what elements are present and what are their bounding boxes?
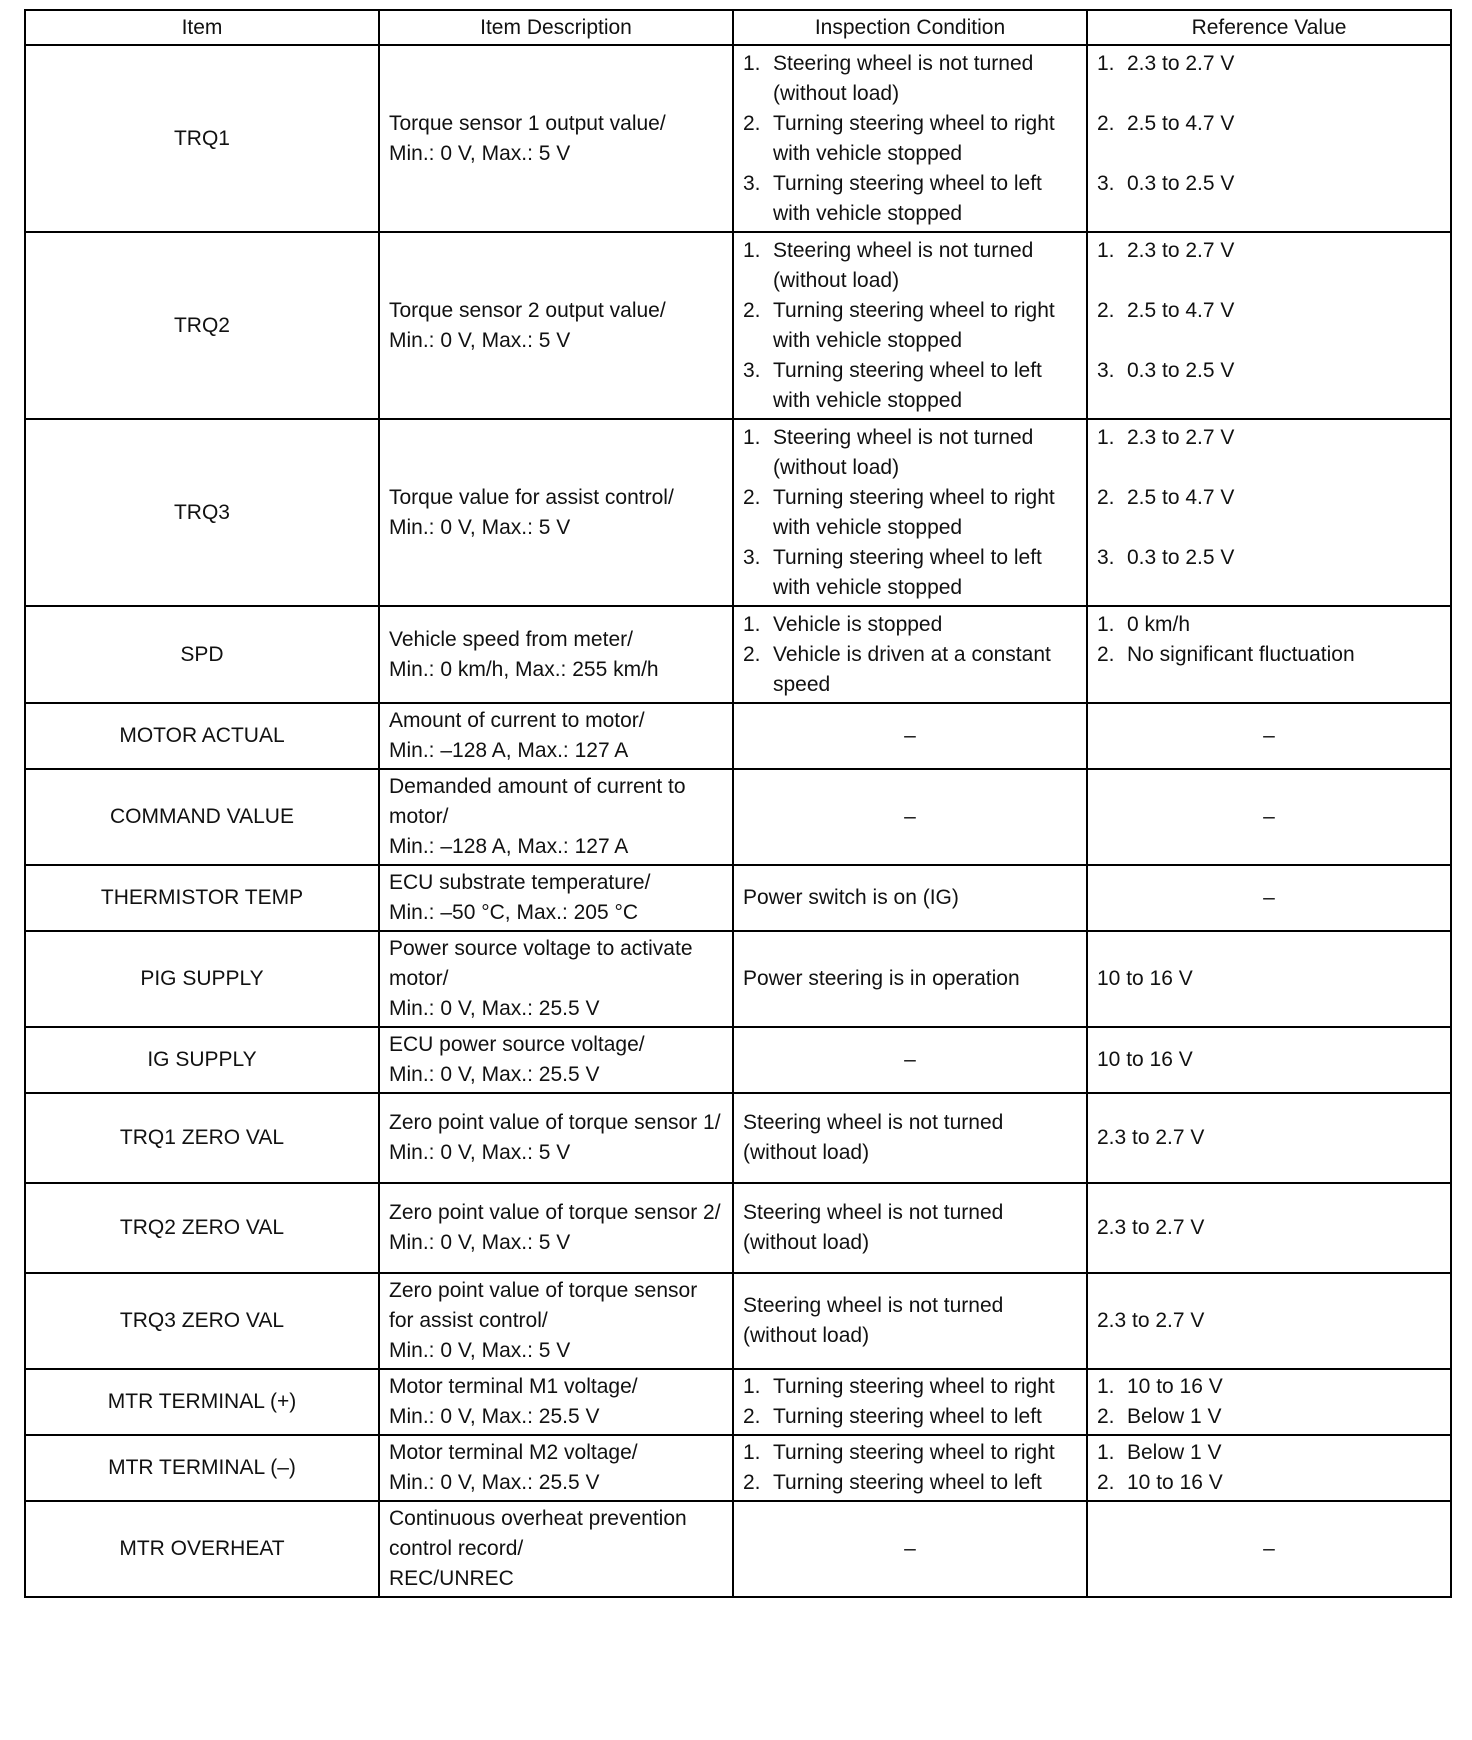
value-item: 2. Below 1 V — [1097, 1405, 1222, 1428]
table-row — [25, 703, 1451, 769]
value-item: 1. 0 km/h — [1097, 613, 1191, 636]
table-row — [25, 1435, 1451, 1501]
condition-cell: Steering wheel is not turned (without load) — [733, 1273, 1087, 1369]
description-cell: Amount of current to motor/ Min.: –128 A, Max.: 127 A — [379, 703, 733, 769]
condition-item: 1. Steering wheel is not turned (without load) — [743, 52, 1034, 105]
table-row — [25, 1093, 1451, 1183]
item-cell: MOTOR ACTUAL — [25, 703, 379, 769]
header-item-description: Item Description — [379, 10, 733, 45]
table-row — [25, 865, 1451, 931]
condition-cell: Steering wheel is not turned (without load) — [733, 1183, 1087, 1273]
value-cell: 2.3 to 2.7 V — [1087, 1273, 1451, 1369]
item-cell: TRQ1 — [25, 45, 379, 232]
value-cell: 2.3 to 2.7 V — [1087, 1183, 1451, 1273]
value-cell: 10 to 16 V — [1087, 1027, 1451, 1093]
item-cell: IG SUPPLY — [25, 1027, 379, 1093]
value-item: 1. 2.3 to 2.7 V — [1097, 239, 1235, 262]
condition-cell: – — [733, 1501, 1087, 1597]
description-cell: Continuous overheat prevention control record/ REC/UNREC — [379, 1501, 733, 1597]
value-item: 3. 0.3 to 2.5 V — [1097, 546, 1235, 569]
table-row — [25, 45, 1451, 232]
item-cell: MTR TERMINAL (+) — [25, 1369, 379, 1435]
condition-item: 1. Turning steering wheel to right — [743, 1441, 1055, 1464]
table-row — [25, 1183, 1451, 1273]
condition-cell — [733, 232, 1087, 419]
item-cell: THERMISTOR TEMP — [25, 865, 379, 931]
description-cell: Torque sensor 1 output value/ Min.: 0 V, Max.: 5 V — [379, 45, 733, 232]
description-cell: Demanded amount of current to motor/ Min.: –128 A, Max.: 127 A — [379, 769, 733, 865]
condition-cell — [733, 1369, 1087, 1435]
value-cell — [1087, 232, 1451, 419]
condition-item: 2. Turning steering wheel to right with vehicle stopped — [743, 112, 1055, 165]
condition-cell: Steering wheel is not turned (without load) — [733, 1093, 1087, 1183]
value-item: 3. 0.3 to 2.5 V — [1097, 172, 1235, 195]
condition-cell: Power steering is in operation — [733, 931, 1087, 1027]
description-cell: Zero point value of torque sensor 1/ Min.: 0 V, Max.: 5 V — [379, 1093, 733, 1183]
condition-cell — [733, 419, 1087, 606]
header-reference-value: Reference Value — [1087, 10, 1451, 45]
condition-cell — [733, 606, 1087, 703]
description-cell: Zero point value of torque sensor 2/ Min.: 0 V, Max.: 5 V — [379, 1183, 733, 1273]
description-cell: Torque value for assist control/ Min.: 0 V, Max.: 5 V — [379, 419, 733, 606]
header-item: Item — [25, 10, 379, 45]
data-list-table — [24, 9, 1452, 1598]
value-cell — [1087, 45, 1451, 232]
table-row — [25, 931, 1451, 1027]
data-list-page — [24, 9, 1450, 1598]
condition-item: 3. Turning steering wheel to left with vehicle stopped — [743, 359, 1042, 412]
condition-item: 1. Steering wheel is not turned (without load) — [743, 426, 1034, 479]
item-cell: TRQ3 — [25, 419, 379, 606]
header-row — [25, 10, 1451, 45]
table-row — [25, 419, 1451, 606]
table-row — [25, 232, 1451, 419]
item-cell: TRQ3 ZERO VAL — [25, 1273, 379, 1369]
condition-cell: Power switch is on (IG) — [733, 865, 1087, 931]
description-cell: ECU substrate temperature/ Min.: –50 °C, Max.: 205 °C — [379, 865, 733, 931]
table-row — [25, 1027, 1451, 1093]
value-cell: 2.3 to 2.7 V — [1087, 1093, 1451, 1183]
value-item: 1. 2.3 to 2.7 V — [1097, 52, 1235, 75]
condition-item: 2. Vehicle is driven at a constant speed — [743, 643, 1051, 696]
item-cell: MTR OVERHEAT — [25, 1501, 379, 1597]
value-item: 1. Below 1 V — [1097, 1441, 1222, 1464]
condition-item: 1. Turning steering wheel to right — [743, 1375, 1055, 1398]
item-cell: TRQ2 ZERO VAL — [25, 1183, 379, 1273]
value-cell — [1087, 606, 1451, 703]
description-cell: ECU power source voltage/ Min.: 0 V, Max.: 25.5 V — [379, 1027, 733, 1093]
condition-item: 3. Turning steering wheel to left with vehicle stopped — [743, 546, 1042, 599]
condition-item: 3. Turning steering wheel to left with vehicle stopped — [743, 172, 1042, 225]
condition-item: 2. Turning steering wheel to left — [743, 1471, 1042, 1494]
item-cell: TRQ1 ZERO VAL — [25, 1093, 379, 1183]
table-row — [25, 1501, 1451, 1597]
value-item: 2. No significant fluctuation — [1097, 643, 1355, 666]
value-cell: 10 to 16 V — [1087, 931, 1451, 1027]
table-row — [25, 606, 1451, 703]
condition-cell: – — [733, 769, 1087, 865]
description-cell: Power source voltage to activate motor/ Min.: 0 V, Max.: 25.5 V — [379, 931, 733, 1027]
condition-cell — [733, 1435, 1087, 1501]
value-item: 2. 10 to 16 V — [1097, 1471, 1223, 1494]
table-row — [25, 769, 1451, 865]
condition-cell: – — [733, 703, 1087, 769]
value-item: 2. 2.5 to 4.7 V — [1097, 486, 1235, 509]
header-inspection-condition: Inspection Condition — [733, 10, 1087, 45]
description-cell: Torque sensor 2 output value/ Min.: 0 V, Max.: 5 V — [379, 232, 733, 419]
condition-item: 2. Turning steering wheel to left — [743, 1405, 1042, 1428]
value-item: 3. 0.3 to 2.5 V — [1097, 359, 1235, 382]
item-cell: PIG SUPPLY — [25, 931, 379, 1027]
value-item: 2. 2.5 to 4.7 V — [1097, 112, 1235, 135]
item-cell: COMMAND VALUE — [25, 769, 379, 865]
item-cell: MTR TERMINAL (–) — [25, 1435, 379, 1501]
condition-cell: – — [733, 1027, 1087, 1093]
condition-item: 2. Turning steering wheel to right with vehicle stopped — [743, 299, 1055, 352]
description-cell: Vehicle speed from meter/ Min.: 0 km/h, Max.: 255 km/h — [379, 606, 733, 703]
value-cell: – — [1087, 1501, 1451, 1597]
value-item: 1. 10 to 16 V — [1097, 1375, 1223, 1398]
value-cell — [1087, 1435, 1451, 1501]
value-item: 2. 2.5 to 4.7 V — [1097, 299, 1235, 322]
condition-item: 1. Vehicle is stopped — [743, 613, 943, 636]
condition-cell — [733, 45, 1087, 232]
value-cell — [1087, 419, 1451, 606]
table-row — [25, 1369, 1451, 1435]
description-cell: Motor terminal M1 voltage/ Min.: 0 V, Max.: 25.5 V — [379, 1369, 733, 1435]
table-row — [25, 1273, 1451, 1369]
condition-item: 1. Steering wheel is not turned (without load) — [743, 239, 1034, 292]
item-cell: SPD — [25, 606, 379, 703]
value-cell: – — [1087, 769, 1451, 865]
value-cell: – — [1087, 865, 1451, 931]
value-item: 1. 2.3 to 2.7 V — [1097, 426, 1235, 449]
value-cell — [1087, 1369, 1451, 1435]
condition-item: 2. Turning steering wheel to right with vehicle stopped — [743, 486, 1055, 539]
description-cell: Motor terminal M2 voltage/ Min.: 0 V, Max.: 25.5 V — [379, 1435, 733, 1501]
item-cell: TRQ2 — [25, 232, 379, 419]
description-cell: Zero point value of torque sensor for assist control/ Min.: 0 V, Max.: 5 V — [379, 1273, 733, 1369]
value-cell: – — [1087, 703, 1451, 769]
